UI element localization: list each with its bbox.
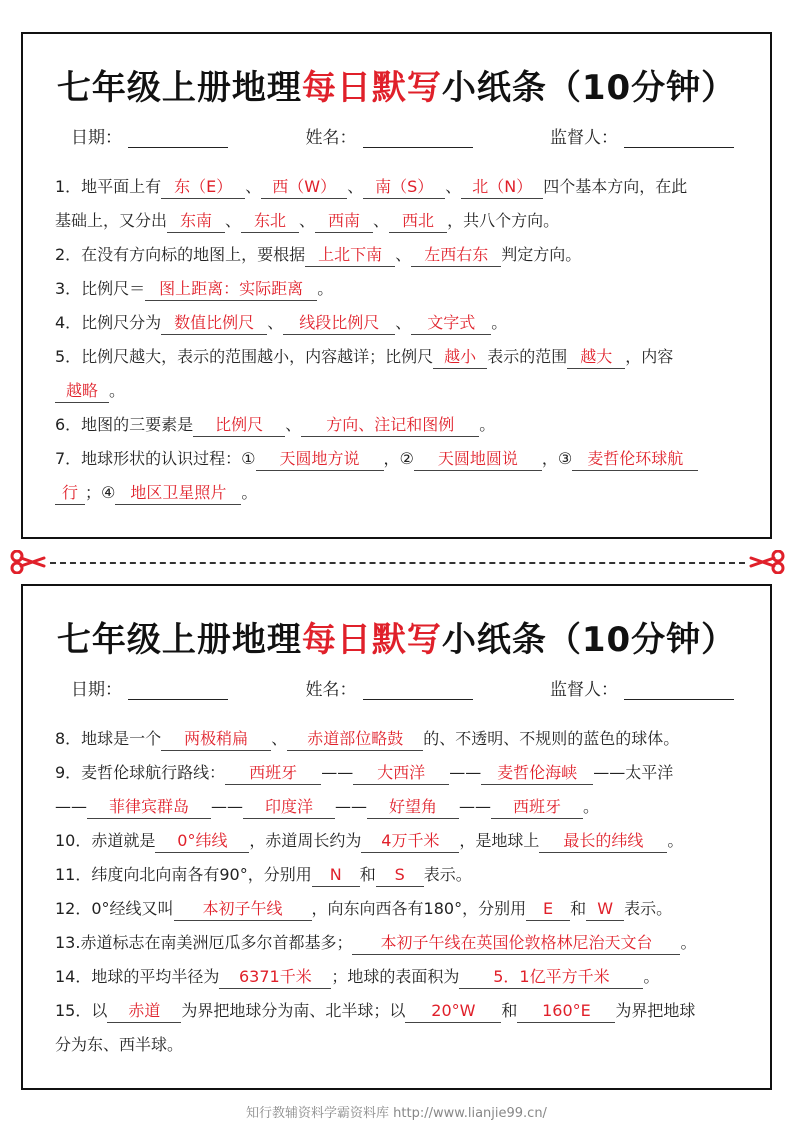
q-text: 、 [299,211,316,230]
question-4 [55,306,744,340]
q-text: 。 [643,967,660,986]
q-text: 6．地图的三要素是 [55,415,194,434]
meta-row [23,123,770,148]
answer: 天圆地圆说 [414,448,542,471]
answer: 6371千米 [219,966,331,989]
q-text: 、 [245,177,262,196]
question-8 [55,722,744,756]
answer: 上北下南 [305,244,395,267]
title-post: 小纸条（10分钟） [441,68,737,108]
answer: 赤道 [107,1000,181,1023]
answer: 麦哲伦环球航 [572,448,698,471]
answer: 天圆地方说 [256,448,384,471]
answer: 160°E [517,1000,615,1023]
q-text: 。 [479,415,496,434]
question-14 [55,960,744,994]
q-text: ，是地球上 [459,831,540,850]
q-text: 14．地球的平均半径为 [55,967,220,986]
dictation-card-1 [21,32,772,539]
dashed-divider [50,562,745,564]
answer: 西北 [389,210,447,233]
q-text: 基础上，又分出 [55,211,168,230]
q-text: ，③ [541,449,573,468]
answer: 地区卫星照片 [115,482,241,505]
name-label: 姓名： [305,128,357,148]
question-11 [55,858,744,892]
answer: 麦哲伦海峡 [481,762,593,785]
q-text: ——太平洋 [593,763,674,782]
q-text: 。 [109,381,126,400]
answer: 菲律宾群岛 [87,796,211,819]
question-1 [55,170,744,204]
supervisor-line [624,683,734,700]
date-field [71,123,228,148]
q-text: 表示。 [624,899,673,918]
supervisor-label: 监督人： [550,680,618,700]
answer: 西（W） [261,176,347,199]
question-9 [55,756,744,790]
answer: 方向、注记和图例 [301,414,479,437]
q-text: 。 [491,313,508,332]
date-field [71,675,228,700]
answer: 5．1亿平方千米 [459,966,643,989]
q-text: 3．比例尺＝ [55,279,146,298]
question-15-cont [55,1028,744,1062]
q-text: ；④ [85,483,116,502]
answer: 越小 [433,346,487,369]
answer: 0°纬线 [155,830,249,853]
q-text: ，赤道周长约为 [249,831,362,850]
question-1-cont [55,204,744,238]
q-text: 、 [267,313,284,332]
name-line [363,683,473,700]
name-label: 姓名： [305,680,357,700]
q-text: —— [321,763,354,782]
answer: 好望角 [367,796,459,819]
answer: 北（N） [461,176,543,199]
q-text: 11．纬度向北向南各有90°，分别用 [55,865,312,884]
title-pre: 七年级上册地理 [56,68,302,108]
date-label: 日期： [71,680,122,700]
title-highlight: 每日默写 [301,620,442,660]
q-text: 表示。 [423,865,472,884]
q-text: —— [335,797,367,816]
title-highlight: 每日默写 [301,68,442,108]
q-text: 。 [317,279,334,298]
name-field [306,123,473,148]
answer: 左西右东 [411,244,501,267]
question-3 [55,272,744,306]
question-15 [55,994,744,1028]
q-text: 、 [285,415,302,434]
scissors-icon [10,550,46,574]
supervisor-field [550,123,734,148]
q-text: 。 [667,831,684,850]
answer: 越大 [567,346,625,369]
title-pre: 七年级上册地理 [56,620,302,660]
answer: 西南 [315,210,373,233]
questions [23,722,770,1062]
q-text: 13.赤道标志在南美洲厄瓜多尔首都基多； [55,933,353,952]
q-text: 、 [225,211,242,230]
q-text: 5．比例尺越大，表示的范围越小，内容越详；比例尺 [55,347,434,366]
question-9-cont [55,790,744,824]
question-6 [55,408,744,442]
supervisor-label: 监督人： [550,128,618,148]
scissors-icon [749,550,785,574]
q-text: 。 [680,933,697,952]
q-text: 4．比例尺分为 [55,313,162,332]
answer: 东南 [167,210,225,233]
answer: 行 [55,482,85,505]
answer: S [376,864,424,887]
q-text: 、 [271,729,288,748]
q-text: 、 [395,313,412,332]
q-text: 和 [359,865,376,884]
q-text: —— [459,797,491,816]
date-line [128,131,228,148]
answer: 4万千米 [361,830,459,853]
answer: W [586,898,624,921]
question-7-cont [55,476,744,510]
name-line [363,131,473,148]
date-label: 日期： [71,128,122,148]
question-5-cont [55,374,744,408]
q-text: 、 [395,245,412,264]
q-text: 。 [241,483,258,502]
supervisor-field [550,675,734,700]
q-text: 9．麦哲伦球航行路线： [55,763,226,782]
answer: 东北 [241,210,299,233]
answer: 本初子午线 [174,898,312,921]
q-text: 判定方向。 [501,245,582,264]
question-13 [55,926,744,960]
answer: 数值比例尺 [161,312,267,335]
answer: 南（S） [363,176,445,199]
q-text: —— [449,763,482,782]
answer: 印度洋 [243,796,335,819]
title-post: 小纸条（10分钟） [441,620,737,660]
q-text: 10．赤道就是 [55,831,156,850]
q-text: ，内容 [625,347,674,366]
q-text: 为界把地球 [615,1001,696,1020]
q-text: 表示的范围 [487,347,568,366]
card-title [23,612,770,661]
q-text: 四个基本方向，在此 [543,177,688,196]
question-10 [55,824,744,858]
q-text: 2．在没有方向标的地图上，要根据 [55,245,306,264]
q-text: ；地球的表面积为 [331,967,460,986]
answer: 西班牙 [491,796,583,819]
q-text: 12．0°经线又叫 [55,899,174,918]
q-text: ，② [383,449,414,468]
answer: N [312,864,360,887]
q-text: 8．地球是一个 [55,729,162,748]
dictation-card-2 [21,584,772,1090]
q-text: 15．以 [55,1001,108,1020]
q-text: 和 [501,1001,518,1020]
question-7 [55,442,744,476]
question-5 [55,340,744,374]
answer: 赤道部位略鼓 [287,728,423,751]
answer: 东（E） [161,176,245,199]
answer: 两极稍扁 [161,728,271,751]
answer: 最长的纬线 [539,830,667,853]
answer: 大西洋 [353,762,449,785]
q-text: 、 [347,177,364,196]
q-text: ，向东向西各有180°，分别用 [311,899,527,918]
name-field [306,675,473,700]
q-text: 、 [445,177,462,196]
q-text: —— [55,797,87,816]
answer: 越略 [55,380,109,403]
footer-watermark: 知行教辅资料学霸资料库 http://www.lianjie99.cn/ [246,1106,547,1121]
q-text: 的、不透明、不规则的蓝色的球体。 [423,729,680,748]
answer: 西班牙 [225,762,321,785]
question-2 [55,238,744,272]
q-text: 1．地平面上有 [55,177,162,196]
q-text: 7．地球形状的认识过程：① [55,449,256,468]
card-title [23,60,770,109]
supervisor-line [624,131,734,148]
answer: 文字式 [411,312,491,335]
answer: 20°W [405,1000,501,1023]
q-text: 分为东、西半球。 [55,1035,184,1054]
cut-line [10,550,785,574]
q-text: 和 [570,899,587,918]
q-text: 、 [373,211,390,230]
answer: 图上距离：实际距离 [145,278,317,301]
date-line [128,683,228,700]
answer: E [526,898,570,921]
questions [23,170,770,510]
question-12 [55,892,744,926]
q-text: —— [211,797,243,816]
q-text: ，共八个方向。 [447,211,560,230]
answer: 本初子午线在英国伦敦格林尼治天文台 [352,932,680,955]
answer: 线段比例尺 [283,312,395,335]
answer: 比例尺 [193,414,285,437]
q-text: 为界把地球分为南、北半球；以 [181,1001,406,1020]
q-text: 。 [583,797,600,816]
meta-row [23,675,770,700]
